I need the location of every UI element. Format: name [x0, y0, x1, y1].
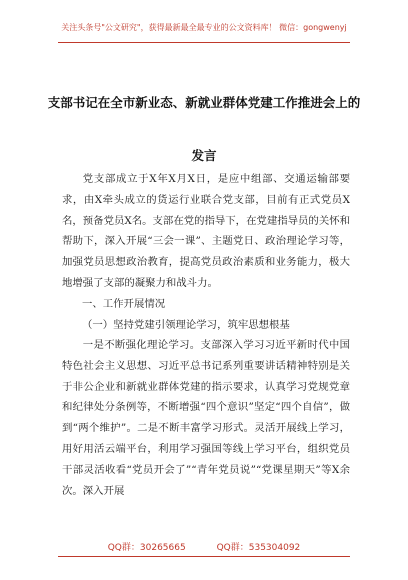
intro-paragraph-block — [62, 169, 350, 294]
header-notice: 关注头条号"公文研究"，获得最新最全最专业的公文资料库！ 微信：gongwenyj — [61, 23, 347, 32]
document-title-line-2: 发言 — [191, 148, 217, 163]
section-heading-block — [62, 294, 350, 315]
body-paragraph: 一是不断强化理论学习。支部深入学习习近平新时代中国特色社会主义思想、习近平总书记系列重要讲话精神特别是关于非公企业和新就业群体党建的指示要求，认真学习党规党章和纪律处分条例等，不断增强“四个意识”坚定“四个自信”，做到“两个维护”。二是不断丰富学习形式。灵活开展线上学习，用好用活云端平台，利用学习强国等线上学习平台，组织党员干部灵活收看“党员开会了”“青年党员说”“党课星期天”等X余次。深入开展 — [62, 339, 350, 497]
body-paragraph-block — [62, 335, 350, 501]
footer-divider — [58, 556, 350, 557]
intro-paragraph: 党支部成立于X年X月X日，是应中组部、交通运输部要求，由X牵头成立的货运行业联合党支部，目前有正式党员X名，预备党员X名。支部在党的指导下，在党建指导员的关怀和帮助下，深入开展“三会一课”、主题党日、政治理论学习等，加强党员思想政治教育，提高党员政治素质和业务能力，极大地增强了支部的凝聚力和战斗力。 — [62, 173, 350, 289]
subsection-heading-block — [62, 315, 350, 336]
footer-qq-group-2: QQ群：535304092 — [216, 543, 301, 553]
header-divider — [58, 42, 350, 43]
footer-contact — [0, 540, 408, 553]
section-heading: 一、工作开展情况 — [82, 298, 166, 310]
subsection-heading: （一）坚持党建引领理论学习，筑牢思想根基 — [82, 319, 290, 331]
footer-qq-group-1: QQ群：30265665 — [107, 543, 186, 553]
document-title-line-1: 支部书记在全市新业态、新就业群体党建工作推进会上的 — [47, 95, 361, 110]
